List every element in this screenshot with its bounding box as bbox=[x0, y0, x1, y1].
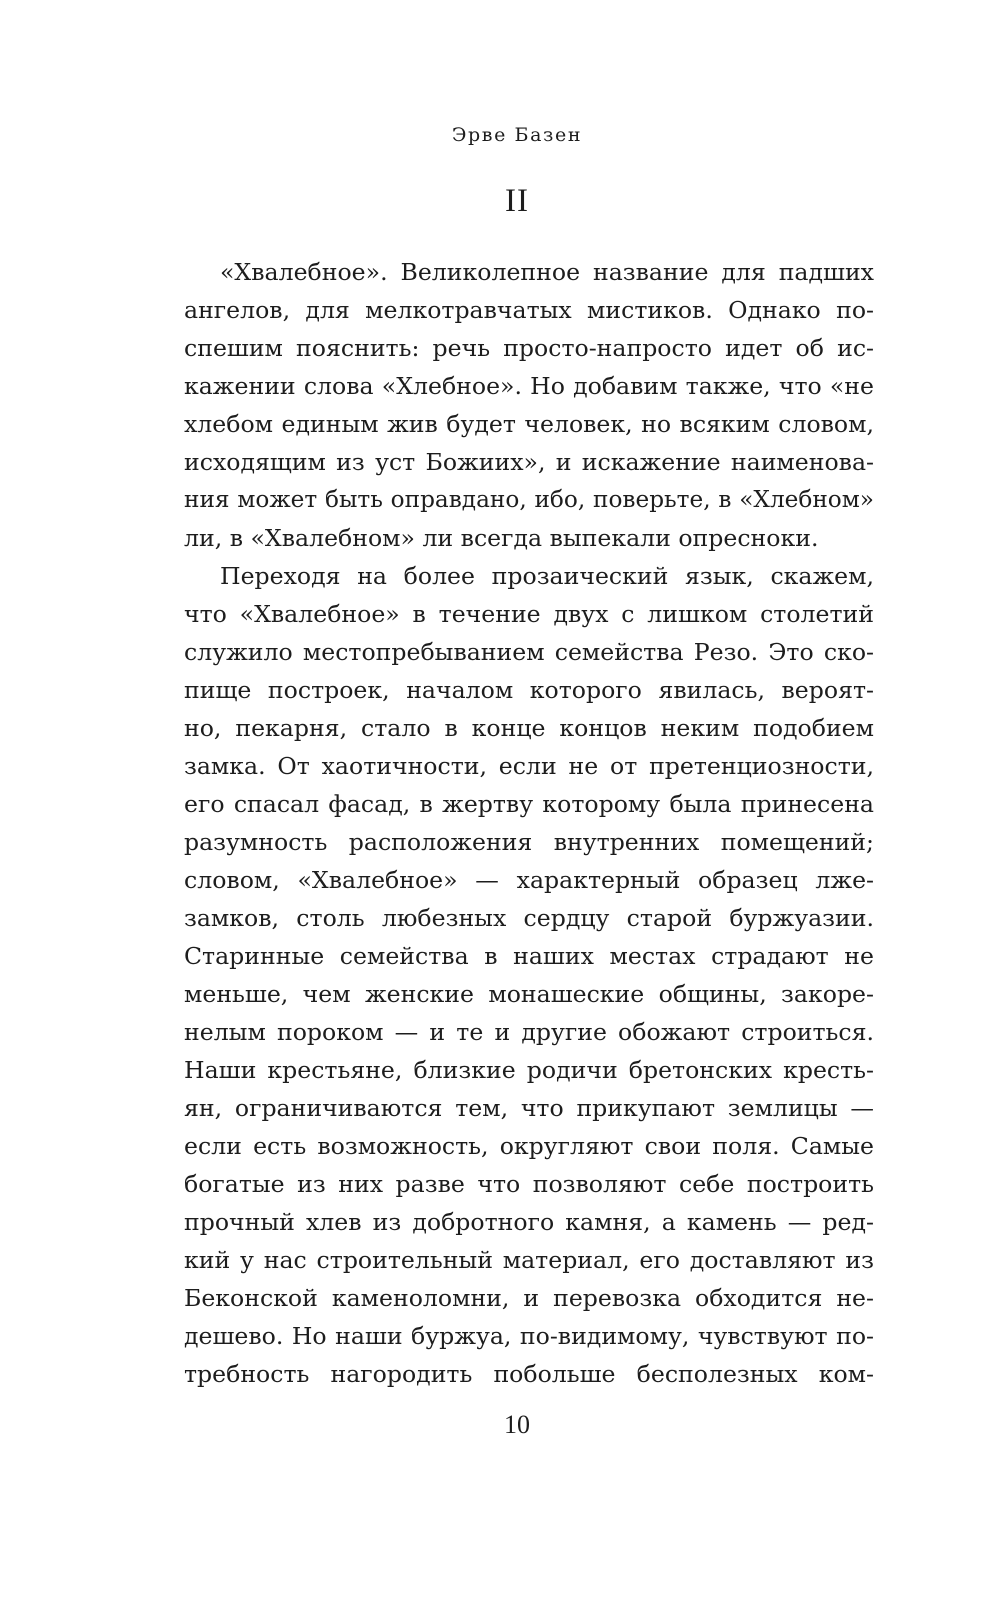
text-line: ян, ограничиваются тем, что прикупают землицы — bbox=[184, 1094, 874, 1122]
text-line: прочный хлев из добротного камня, а камень — ред- bbox=[184, 1208, 874, 1236]
text-line: меньше, чем женские монашеские общины, закоре- bbox=[184, 980, 874, 1008]
text-line: Переходя на более прозаический язык, скажем, bbox=[220, 562, 874, 590]
text-line: если есть возможность, округляют свои поля. Самые bbox=[184, 1132, 874, 1160]
text-line: Беконской каменоломни, и перевозка обходится не- bbox=[184, 1284, 874, 1312]
text-line: исходящим из уст Божиих», и искажение наименова- bbox=[184, 448, 874, 476]
text-line: требность нагородить побольше бесполезных ком- bbox=[184, 1360, 874, 1388]
text-line: спешим пояснить: речь просто-напросто идет об ис- bbox=[184, 334, 874, 362]
text-line: его спасал фасад, в жертву которому была принесена bbox=[184, 790, 874, 818]
page-number: 10 bbox=[504, 1410, 530, 1439]
text-line: словом, «Хвалебное» — характерный образец лже- bbox=[184, 866, 874, 894]
text-line: кий у нас строительный материал, его доставляют из bbox=[184, 1246, 874, 1274]
text-line: разумность расположения внутренних помещений; bbox=[184, 828, 874, 856]
text-line: служило местопребыванием семейства Резо. Это ско- bbox=[184, 638, 874, 666]
text-line: ли, в «Хвалебном» ли всегда выпекали опресноки. bbox=[184, 524, 819, 552]
text-line: хлебом единым жив будет человек, но всяким словом, bbox=[184, 410, 874, 438]
text-line: дешево. Но наши буржуа, по-видимому, чувствуют по- bbox=[184, 1322, 874, 1350]
text-line: Старинные семейства в наших местах страдают не bbox=[184, 942, 874, 970]
text-line: но, пекарня, стало в конце концов неким подобием bbox=[184, 714, 874, 742]
text-line: нелым пороком — и те и другие обожают строиться. bbox=[184, 1018, 874, 1046]
text-line: Наши крестьяне, близкие родичи бретонских кресть- bbox=[184, 1056, 874, 1084]
text-line: замков, столь любезных сердцу старой буржуазии. bbox=[184, 904, 874, 932]
running-head-author: Эрве Базен bbox=[451, 124, 583, 146]
text-line: богатые из них разве что позволяют себе построить bbox=[184, 1170, 874, 1198]
text-line: ния может быть оправдано, ибо, поверьте, в «Хлебном» bbox=[184, 486, 874, 513]
body-text bbox=[184, 253, 874, 1393]
text-line: замка. От хаотичности, если не от претенциозности, bbox=[184, 752, 874, 780]
text-line: ангелов, для мелкотравчатых мистиков. Однако по- bbox=[184, 296, 874, 324]
text-line: «Хвалебное». Великолепное название для падших bbox=[220, 258, 874, 286]
chapter-number: II bbox=[505, 183, 529, 219]
text-line: кажении слова «Хлебное». Но добавим также, что «не bbox=[184, 372, 874, 400]
text-line: что «Хвалебное» в течение двух с лишком столетий bbox=[184, 600, 874, 628]
text-line: пище построек, началом которого явилась, вероят- bbox=[184, 676, 874, 704]
